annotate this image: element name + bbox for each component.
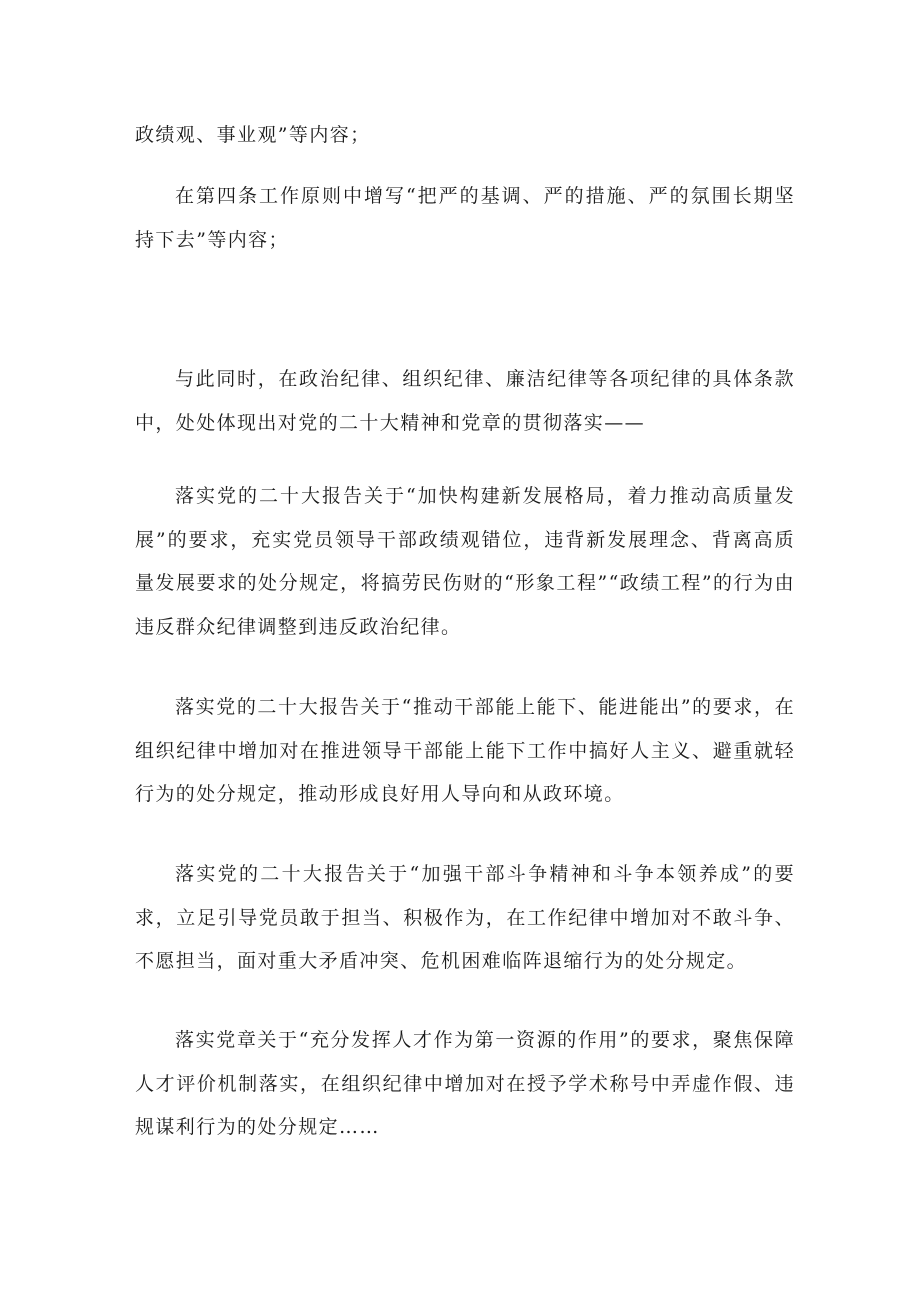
paragraph-cadre-promotion: 落实党的二十大报告关于“推动干部能上能下、能进能出”的要求，在组织纪律中增加对在推进领导干部能上能下工作中搞好人主义、避重就轻行为的处分规定，推动形成良好用人导向和从政环境。 — [135, 696, 795, 805]
paragraph-intro: 与此同时，在政治纪律、组织纪律、廉洁纪律等各项纪律的具体条款中，处处体现出对党的二十大精神和党章的贯彻落实—— — [135, 368, 795, 434]
paragraph-continuation: 政绩观、事业观”等内容； — [135, 124, 371, 146]
paragraph-work-principle: 在第四条工作原则中增写“把严的基调、严的措施、严的氛围长期坚持下去”等内容； — [135, 185, 795, 251]
paragraph-struggle-spirit: 落实党的二十大报告关于“加强干部斗争精神和斗争本领养成”的要求，立足引导党员敢于担当、积极作为，在工作纪律中增加对不敢斗争、不愿担当，面对重大矛盾冲突、危机困难临阵退缩行为的处分规定。 — [135, 863, 795, 972]
paragraph-talent: 落实党章关于“充分发挥人才作为第一资源的作用”的要求，聚焦保障人才评价机制落实，在组织纪律中增加对在授予学术称号中弄虚作假、违规谋利行为的处分规定…… — [135, 1029, 795, 1138]
paragraph-development: 落实党的二十大报告关于“加快构建新发展格局，着力推动高质量发展”的要求，充实党员领导干部政绩观错位，违背新发展理念、背离高质量发展要求的处分规定，将搞劳民伤财的“形象工程”“政绩工程”的行为由违反群众纪律调整到违反政治纪律。 — [135, 485, 795, 638]
